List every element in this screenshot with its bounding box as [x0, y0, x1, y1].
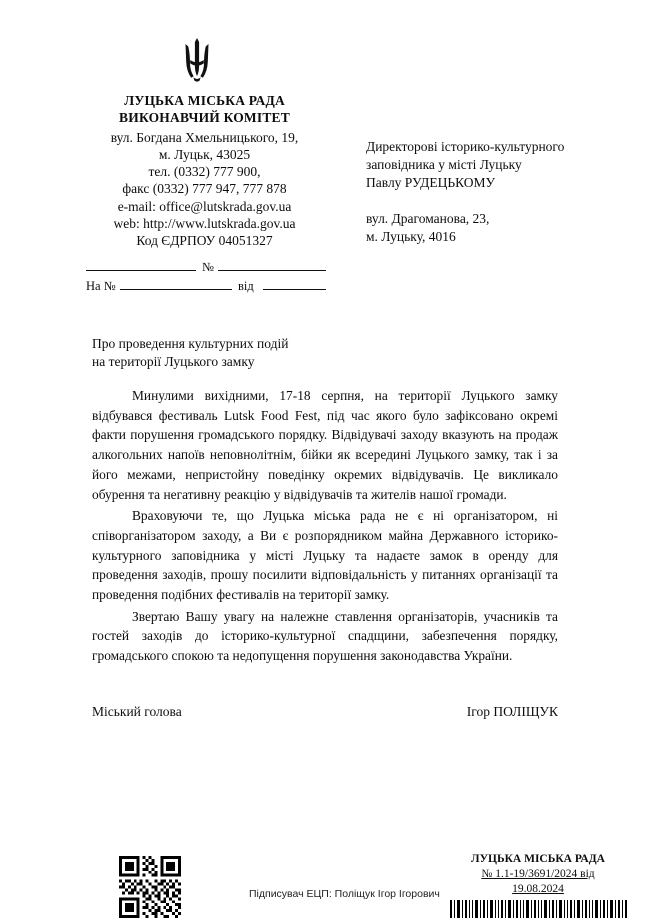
ukraine-trident-emblem: [177, 36, 217, 88]
addressee-block: [366, 138, 628, 246]
organization-name-line2: ВИКОНАВЧИЙ КОМІТЕТ: [119, 110, 290, 126]
organization-name-line1: ЛУЦЬКА МІСЬКА РАДА: [124, 93, 285, 108]
subject-line2: на території Луцького замку: [92, 354, 255, 370]
body-paragraph-1: Минулими вихідними, 17-18 серпня, на території Луцького замку відбувався фестиваль Lutsk Food Fest, під час якого було зафіксовано окремі факти порушення громадського порядку. Відвідувачі заходу вказують на продаж алкогольних напоїв неповнолітнім, бійки як всередині Луцького замку, так і за його межами, непристойну поведінку окремих відвідувачів. Це викликало обурення та негативну реакцію у відвідувачів та жителів нашої громади.: [92, 388, 558, 502]
addressee-line2: заповідника у місті Луцьку: [366, 156, 522, 172]
reply-to-label: На №: [86, 279, 116, 293]
qr-code: [119, 856, 181, 918]
letterhead-fax: факс (0332) 777 947, 777 878: [122, 181, 287, 197]
subject-line1: Про проведення культурних подій: [92, 336, 289, 351]
addressee-street: вул. Драгоманова, 23,: [366, 211, 490, 227]
letterhead-email: e-mail: office@lutskrada.gov.ua: [117, 198, 292, 214]
registration-stamp: [448, 852, 628, 898]
reference-number-value-rule: [218, 270, 326, 271]
stamp-number: № 1.1-19/3691/2024 від: [481, 868, 595, 881]
letter-body: [92, 386, 558, 668]
reference-date-label: від: [238, 279, 254, 293]
ecp-signer-label: Підписувач ЕЦП: Поліщук Ігор Ігорович: [249, 888, 440, 900]
signature-block: [92, 704, 558, 720]
stamp-date: 19.08.2024: [512, 883, 564, 896]
reference-number-label: №: [202, 260, 214, 274]
reply-number-rule: [120, 289, 232, 290]
barcode: [448, 900, 628, 918]
signatory-name: Ігор ПОЛІЩУК: [466, 704, 558, 719]
reference-number-row: [86, 258, 331, 277]
reference-number-rule: [86, 270, 196, 271]
addressee-line1: Директорові історико-культурного: [366, 139, 565, 154]
addressee-city: м. Луцьку, 4016: [366, 229, 456, 245]
letterhead-address-line1: вул. Богдана Хмельницького, 19,: [110, 129, 299, 145]
letterhead-web: web: http://www.lutskrada.gov.ua: [113, 215, 296, 231]
letterhead-phone: тел. (0332) 777 900,: [148, 164, 261, 180]
reference-date-rule: [263, 289, 326, 290]
letterhead-address-line2: м. Луцьк, 43025: [158, 146, 251, 162]
reference-block: [86, 258, 331, 296]
letterhead: [72, 92, 337, 249]
letterhead-edrpou: Код ЄДРПОУ 04051327: [136, 233, 273, 249]
body-paragraph-3: Звертаю Вашу увагу на належне ставлення організаторів, учасників та гостей заходів до історико-культурної спадщини, забезпечення порядку, громадського спокою та недопущення порушення законодавства України.: [92, 608, 558, 664]
subject-block: [92, 335, 352, 371]
signatory-position: Міський голова: [92, 704, 182, 719]
reply-reference-row: [86, 277, 331, 296]
addressee-name: Павлу РУДЕЦЬКОМУ: [366, 174, 496, 190]
body-paragraph-2: Враховуючи те, що Луцька міська рада не є ні організатором, ні співорганізатором заходу, а Ви є розпорядником майна Державного історико-культурного заповідника у місті Луцьку та надаєте замок в оренду для проведення заходів, прошу посилити відповідальність у питаннях організації та проведення подібних фестивалів на території замку.: [92, 508, 558, 603]
stamp-organization: ЛУЦЬКА МІСЬКА РАДА: [471, 853, 605, 865]
